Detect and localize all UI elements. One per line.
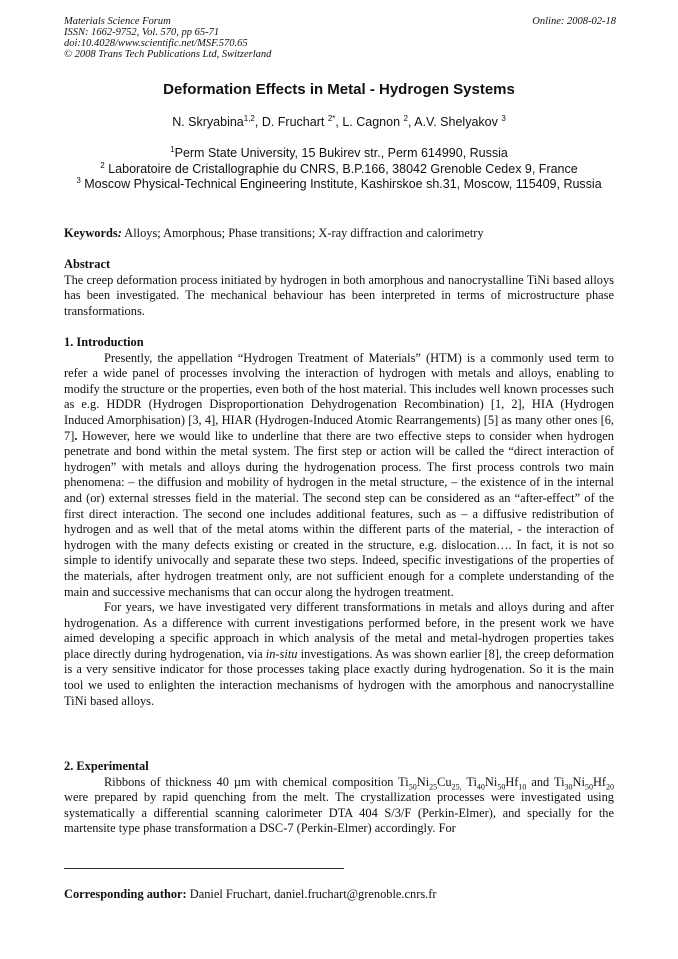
paragraph-text: For years, we have investigated very different transformations in metals and alloys during and after hydrogenation. As a difference with current investigations performed before, in the present work we have aimed developing a specific approach in which analysis of the metal and metal-hydrogen properties takes place directly during hydrogenation, via	[64, 600, 614, 661]
paragraph-text: investigations. As was shown earlier [8], the creep deformation is a very sensitive indicator for those processes taking place exactly during hydrogenation. So it is the main tool we used to enlighten the interaction mechanisms of hydrogen with the amorphous and nanocrystalline TiNi based alloys.	[64, 646, 614, 708]
paragraph-text: However, here we would like to underline that there are two effective steps to consider when hydrogen penetrate and bond within the metal system. The first step or action will be called the “direct interaction of hydrogen” with metals and alloys during the hydrogenation process. The first process controls two main phenomena: – the diffusion and mobility of hydrogen in the metal structure, – the existence of in the internal and (or) external stresses field in the material. The second step can be considered as an “after-effect” of the first direct interaction. The second one includes additional features, such as – a diffusive redistribution of hydrogen and as well that of the metal atoms within the different parts of the material, - the interaction of hydrogen with the many defects existing or created in the structure, e.g. dislocation…. In fact, it is not so simple to identify univocally and separate these two steps. Indeed, specific investigations of the properties of the materials, after hydrogen treatment only, are not sufficient enough for a complete understanding of the main and successive mechanisms that can occur along the hydrogen treatment.	[64, 428, 614, 599]
author-affiliation-mark: 3	[501, 113, 506, 123]
subscript: 30	[564, 782, 573, 792]
experimental-heading: 2. Experimental	[64, 759, 149, 773]
paragraph-text: Ribbons of thickness 40 µm with chemical composition Ti	[104, 774, 409, 789]
copyright-line: © 2008 Trans Tech Publications Ltd, Switzerland	[64, 49, 272, 60]
journal-name: Materials Science Forum	[64, 16, 171, 27]
author-name: A.V. Shelyakov	[414, 115, 498, 129]
corresponding-author	[64, 887, 437, 902]
affiliation	[40, 177, 638, 193]
issn-line: ISSN: 1662-9752, Vol. 570, pp 65-71	[64, 27, 220, 38]
online-date: Online: 2008-02-18	[532, 16, 616, 27]
introduction-section	[64, 335, 614, 709]
author-affiliation-mark: 1,2	[243, 113, 255, 123]
subscript: 50	[584, 782, 593, 792]
paragraph-text: Hf	[592, 774, 607, 789]
introduction-paragraph	[64, 351, 614, 601]
paragraph-text: Ti	[461, 774, 477, 789]
affiliation-number: 1	[170, 144, 175, 154]
paragraph-text: Presently, the appellation “Hydrogen Treatment of Materials” (HTM) is a commonly used term to refer a wide panel of processes involving the interaction of hydrogen with metals and alloys, enabling to modify the structure or the properties, even both of the host material. This includes well known processes such as e.g. HDDR (Hydrogen Disproportionation Dehydrogenation Recombination) [1, 2], HIA (Hydrogen Induced Amorphisation) [3, 4], HIAR (Hydrogen-Induced Atomic Rearrangements) [5] as many other ones [6, 7]	[64, 350, 614, 443]
author-name: D. Fruchart	[261, 115, 325, 129]
paragraph-text: .	[74, 428, 78, 443]
experimental-section	[64, 759, 614, 837]
experimental-paragraph	[64, 775, 614, 837]
corresponding-author-label: Corresponding author:	[64, 887, 187, 901]
doi-line: doi:10.4028/www.scientific.net/MSF.570.65	[64, 38, 248, 49]
subscript: 20	[606, 782, 615, 792]
keywords-text: Alloys; Amorphous; Phase transitions; X-ray diffraction and calorimetry	[121, 226, 484, 240]
subscript: 25,	[451, 782, 462, 792]
keywords-label: Keywords	[64, 226, 118, 240]
paragraph-text: Ni	[416, 774, 430, 789]
abstract-text: The creep deformation process initiated by hydrogen in both amorphous and nanocrystalline TiNi based alloys has been investigated. The mechanical behaviour has been interpreted in terms of microstructure phase transformations.	[64, 272, 614, 318]
paragraph-text: Cu	[437, 774, 452, 789]
affiliation-number: 3	[76, 175, 81, 185]
introduction-paragraph	[64, 600, 614, 709]
keywords-colon: :	[117, 226, 122, 240]
affiliation-text: Perm State University, 15 Bukirev str., Perm 614990, Russia	[174, 146, 508, 160]
keywords-line	[64, 226, 614, 242]
paragraph-text: in-situ	[265, 646, 298, 661]
affiliation-text: Laboratoire de Cristallographie du CNRS, B.P.166, 38042 Grenoble Cedex 9, France	[108, 161, 578, 176]
subscript: 10	[518, 782, 527, 792]
footnote-divider	[64, 868, 344, 869]
subscript: 50	[408, 782, 417, 792]
author-affiliation-mark: 2	[403, 113, 408, 123]
introduction-heading: 1. Introduction	[64, 335, 144, 349]
abstract-heading: Abstract	[64, 257, 111, 271]
paragraph-text: were prepared by rapid quenching from the melt. The crystallization processes were investigated using systematically a differential scanning calorimeter DTA 404 S/3/F (Perkin-Elmer), and specially for the martensite type phase transformation a DSC-7 (Perkin-Elmer) accordingly. For	[64, 790, 614, 836]
subscript: 40	[476, 782, 485, 792]
affiliation	[40, 146, 638, 162]
subscript: 25	[429, 782, 438, 792]
affiliation-list	[40, 146, 638, 193]
author-name: N. Skryabina	[172, 115, 244, 129]
author-name: L. Cagnon	[342, 115, 401, 129]
paragraph-text: Ni	[484, 774, 498, 789]
author-affiliation-mark: 2*	[327, 113, 336, 123]
abstract-section	[64, 257, 614, 319]
affiliation-text: Moscow Physical-Technical Engineering Institute, Kashirskoe sh.31, Moscow, 115409, Russia	[84, 177, 602, 191]
corresponding-author-text: Daniel Fruchart, daniel.fruchart@grenoble.cnrs.fr	[186, 887, 437, 901]
paper-title: Deformation Effects in Metal - Hydrogen Systems	[163, 81, 515, 98]
paragraph-text: and Ti	[526, 774, 565, 789]
subscript: 50	[497, 782, 506, 792]
author-list: N. Skryabina$^{1,2}$, D. Fruchart $^{2*}$, L. Cagnon $^2$, A.V. Shelyakov $^3$	[172, 113, 506, 129]
paragraph-text: Ni	[572, 774, 585, 789]
paragraph-text: Hf	[505, 774, 519, 789]
affiliation-number: 2	[100, 160, 105, 170]
affiliation	[40, 162, 638, 178]
journal-header	[64, 16, 616, 60]
